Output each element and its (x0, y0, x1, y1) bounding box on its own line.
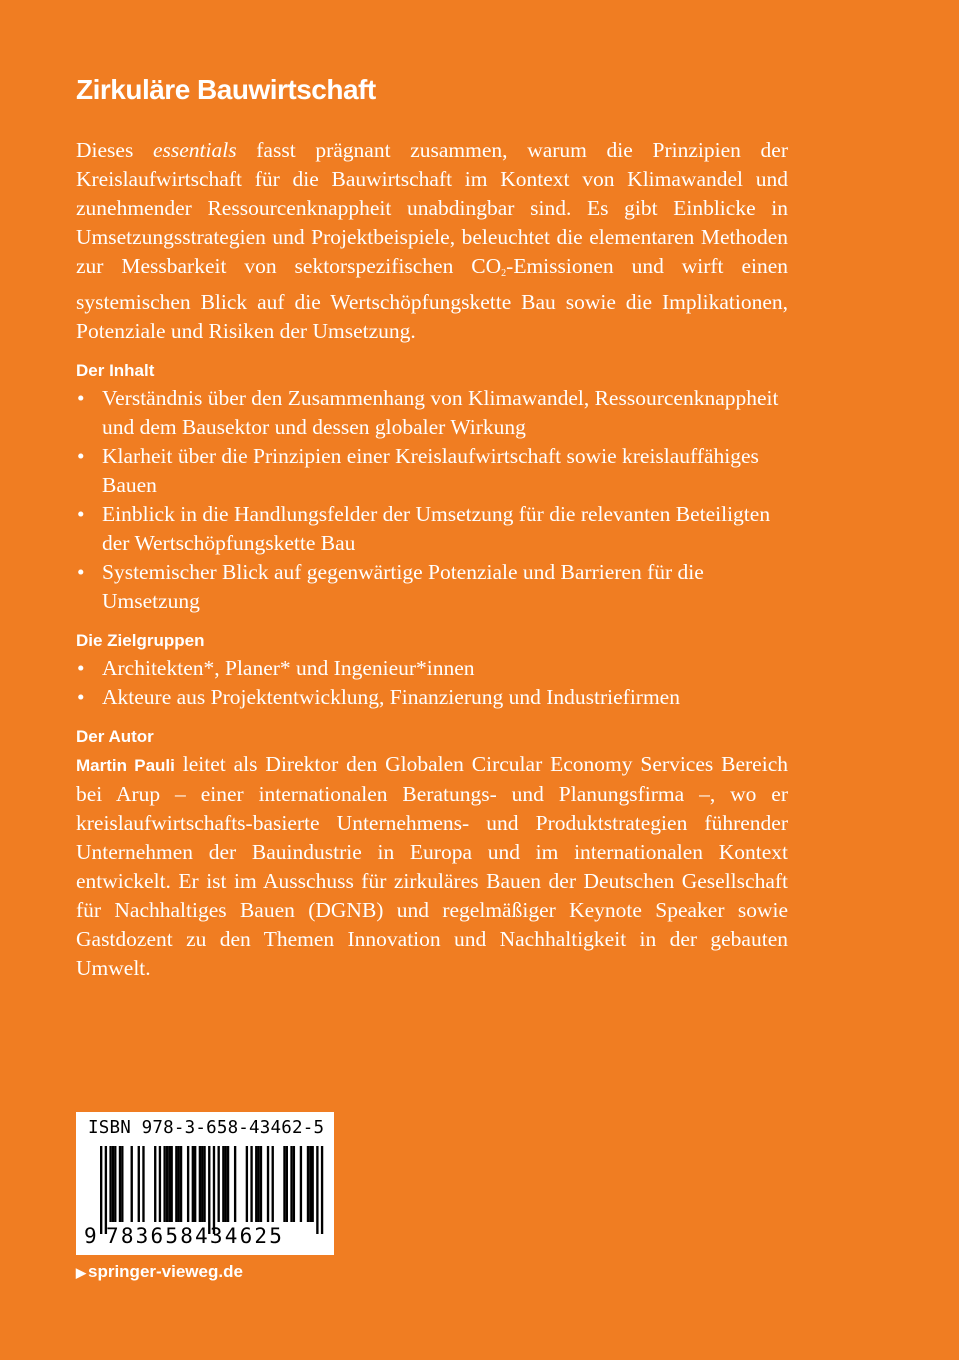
content-list (76, 384, 788, 616)
barcode-bar (260, 1146, 262, 1222)
barcode-bar (312, 1146, 314, 1222)
list-item-text: Einblick in die Handlungsfelder der Umsetzung für die relevanten Beteiligten der Wertschöpfungskette Bau (102, 502, 771, 555)
list-item-text: Klarheit über die Prinzipien einer Kreislaufwirtschaft sowie kreislauffähiges Bauen (102, 444, 759, 497)
barcode-bar (290, 1146, 292, 1222)
barcode-bar (250, 1146, 252, 1222)
isbn-label: ISBN 978-3-658-43462-5 (88, 1118, 325, 1138)
barcode-bar (100, 1146, 102, 1234)
intro-paragraph (76, 136, 788, 346)
list-item (76, 384, 788, 442)
barcode-bar (208, 1146, 210, 1234)
author-name: Martin Pauli (76, 756, 175, 775)
barcode-bar (257, 1146, 259, 1222)
list-item-text: Akteure aus Projektentwicklung, Finanzierung und Industriefirmen (102, 685, 680, 709)
barcode-bar (121, 1146, 123, 1222)
barcode-bar (194, 1146, 196, 1222)
barcode-bar (166, 1146, 168, 1222)
co2-label: CO (471, 254, 502, 278)
barcode-bar (316, 1146, 318, 1234)
co2-subscript: 2 (501, 268, 507, 279)
barcode-bar (175, 1146, 177, 1222)
arrow-right-icon: ▶ (76, 1265, 86, 1280)
barcode-bar (227, 1146, 229, 1222)
barcode-bar (187, 1146, 189, 1222)
list-item-text: Architekten*, Planer* und Ingenieur*innen (102, 656, 475, 680)
barcode-bar (154, 1146, 156, 1222)
barcode-bar (180, 1146, 182, 1222)
barcode-bar (112, 1146, 114, 1222)
bullet-icon: • (77, 685, 85, 709)
barcode-bar (255, 1146, 257, 1222)
barcode-bar (234, 1146, 236, 1222)
barcode-bar (114, 1146, 116, 1222)
bullet-icon: • (77, 560, 85, 584)
author-bio: leitet als Direktor den Globalen Circular Economy Services Bereich bei Arup – einer internationalen Beratungs- und Planungsfirma –, wo er kreislaufwirtschafts-basierte Unternehmens- und Produktstrategien führender Unternehmen der Bauindustrie in Europa und im internationalen Kontext entwickelt. Er ist im Ausschuss für zirkuläres Bauen der Deutschen Gesellschaft für Nachhaltiges Bauen (DGNB) und regelmäßiger Keynote Speaker sowie Gastdozent zu den Themen Innovation und Nachhaltigkeit in der gebauten Umwelt. (76, 752, 788, 980)
barcode-bar (131, 1146, 133, 1222)
list-item (76, 683, 788, 712)
isbn-barcode (76, 1112, 334, 1255)
barcode-bar (171, 1146, 173, 1222)
barcode-bar (159, 1146, 161, 1222)
list-item (76, 500, 788, 558)
author-paragraph (76, 750, 788, 983)
barcode-bar (213, 1146, 215, 1234)
bullet-icon: • (77, 502, 85, 526)
list-item (76, 442, 788, 500)
barcode-bar (192, 1146, 194, 1222)
intro-emphasis: essentials (152, 138, 237, 162)
target-groups-heading: Die Zielgruppen (76, 631, 205, 650)
barcode-bar (293, 1146, 295, 1222)
publisher-url: springer-vieweg.de (88, 1262, 243, 1281)
bullet-icon: • (77, 386, 85, 410)
list-item (76, 654, 788, 683)
barcode-bar (218, 1146, 220, 1222)
barcode-bar (286, 1146, 288, 1222)
barcode-bar (109, 1146, 111, 1222)
ean-lead-digit: 9 (84, 1224, 97, 1248)
barcode-bar (246, 1146, 248, 1222)
barcode-bar (201, 1146, 203, 1222)
target-groups-list (76, 654, 788, 712)
intro-text-1: Dieses (76, 138, 153, 162)
barcode-bar (307, 1146, 309, 1222)
barcode-bar (283, 1146, 285, 1222)
barcode-bar (138, 1146, 140, 1222)
list-item (76, 558, 788, 616)
barcode-bar (300, 1146, 302, 1222)
barcode-bar (199, 1146, 201, 1222)
intro-text-3: -Emissionen und wirft einen systemischen Blick auf die Wertschöpfungskette Bau sowie die Implikationen, Potenziale und Risiken der Umsetzung. (76, 254, 789, 343)
bullet-icon: • (77, 656, 85, 680)
content-heading: Der Inhalt (76, 361, 155, 380)
barcode-bar (105, 1146, 107, 1234)
barcode-bar (267, 1146, 269, 1222)
barcode-bar (168, 1146, 170, 1222)
barcode-bar (203, 1146, 205, 1222)
barcode-bar (222, 1146, 224, 1222)
publisher-link[interactable] (76, 1262, 243, 1282)
list-item-text: Systemischer Blick auf gegenwärtige Potenziale und Barrieren für die Umsetzung (102, 560, 704, 613)
bullet-icon: • (77, 444, 85, 468)
back-cover-content (76, 70, 788, 983)
list-item-text: Verständnis über den Zusammenhang von Klimawandel, Ressourcenknappheit und dem Bausektor und dessen globaler Wirkung (102, 386, 779, 439)
barcode-bar (309, 1146, 311, 1222)
barcode-bar (142, 1146, 144, 1222)
intro-text-2: fasst prägnant zusammen, warum die Prinzipien der Kreislaufwirtschaft für die Bauwirtschaft im Kontext von Klimawandel und zunehmender Ressourcenknappheit unabdingbar sind. Es gibt Einblicke in Umsetzungsstrategien und Projektbeispiele, beleuchtet die elementaren Methoden zur Messbarkeit von sektorspezifischen (76, 138, 788, 278)
barcode-bar (119, 1146, 121, 1222)
book-title: Zirkuläre Bauwirtschaft (76, 74, 376, 105)
barcode-bar (163, 1146, 165, 1222)
ean-digits: 783658434625 (106, 1224, 285, 1248)
barcode-bar (272, 1146, 274, 1222)
author-heading: Der Autor (76, 727, 154, 746)
barcode-bar (225, 1146, 227, 1222)
barcode-bar (178, 1146, 180, 1222)
barcode-bar (321, 1146, 323, 1234)
